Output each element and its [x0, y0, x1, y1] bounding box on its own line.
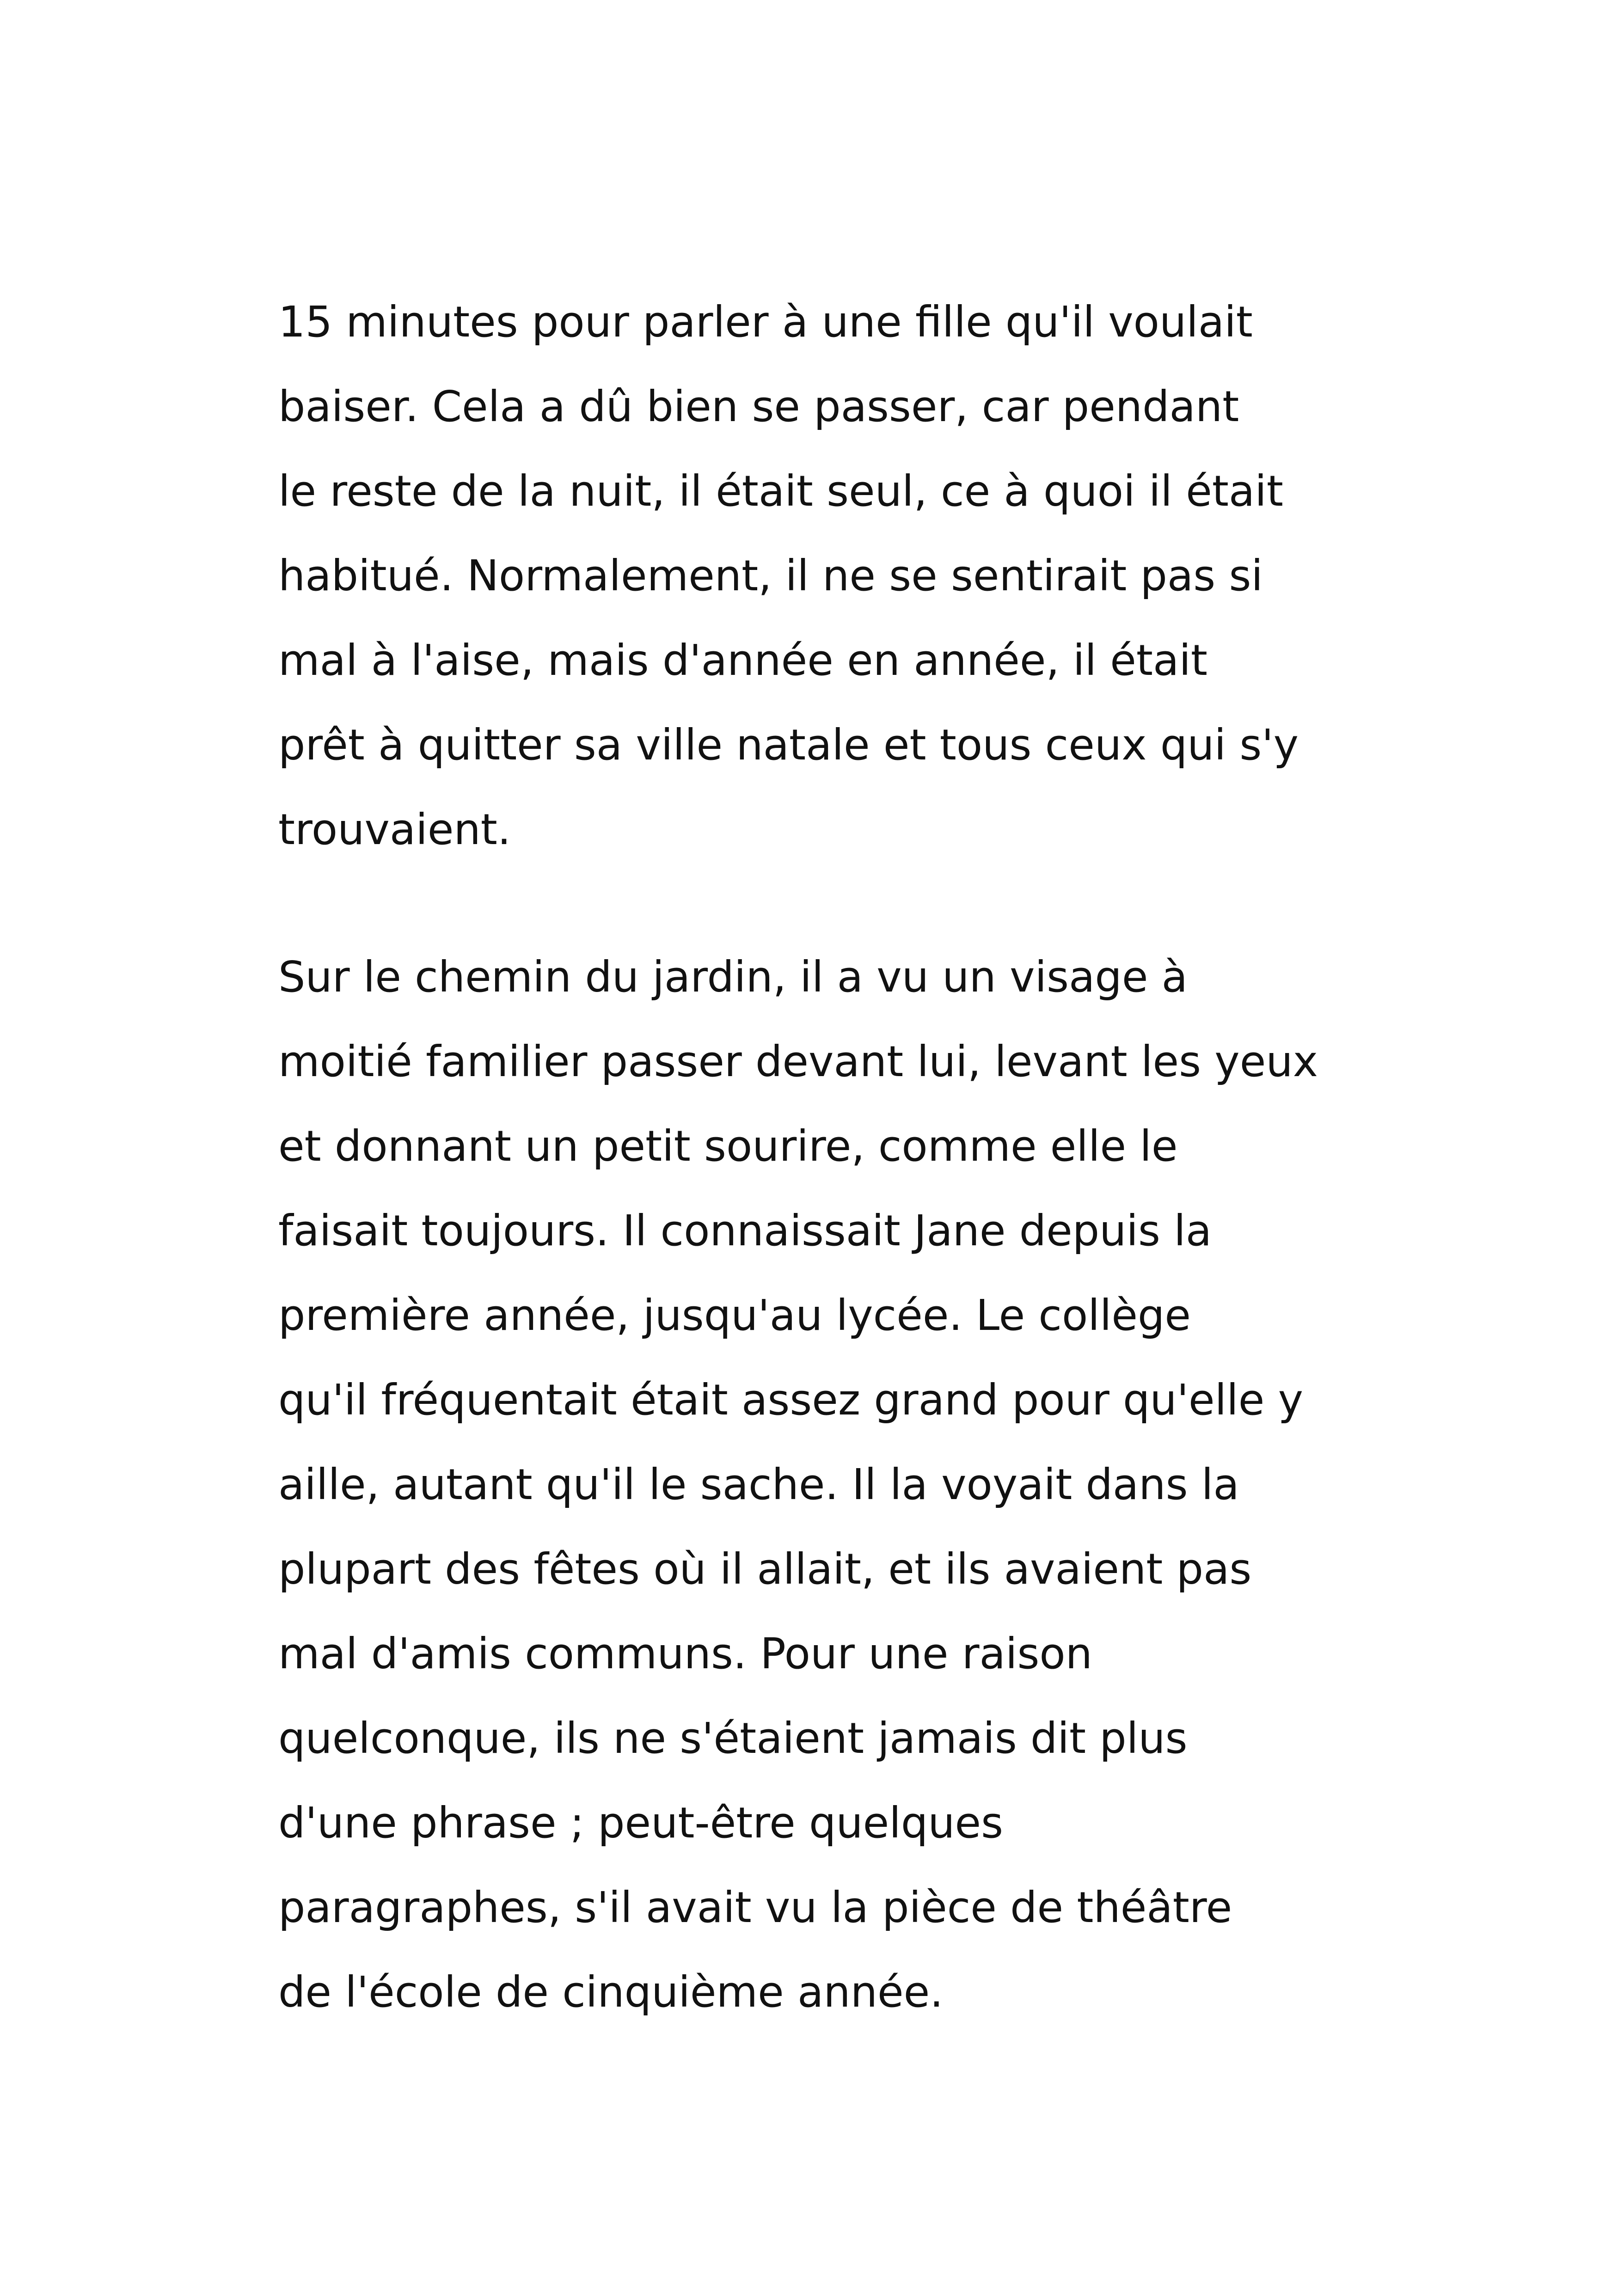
text-line: aille, autant qu'il le sache. Il la voyait dans la	[278, 1460, 1239, 1509]
text-line: d'une phrase ; peut-être quelques	[278, 1798, 1004, 1848]
paragraph-2	[278, 935, 1388, 2034]
paragraph-spacer	[278, 872, 1388, 935]
body-text	[278, 280, 1388, 2034]
text-line: habitué. Normalement, il ne se sentirait pas si	[278, 551, 1263, 600]
text-line: 15 minutes pour parler à une fille qu'il voulait	[278, 297, 1253, 347]
text-line: moitié familier passer devant lui, levant les yeux	[278, 1037, 1318, 1086]
text-line: de l'école de cinquième année.	[278, 1967, 944, 2017]
text-line: prêt à quitter sa ville natale et tous ceux qui s'y	[278, 720, 1299, 770]
text-line: mal d'amis communs. Pour une raison	[278, 1629, 1092, 1678]
text-line: faisait toujours. Il connaissait Jane depuis la	[278, 1206, 1212, 1255]
text-line: le reste de la nuit, il était seul, ce à quoi il était	[278, 466, 1283, 516]
text-line: quelconque, ils ne s'étaient jamais dit plus	[278, 1714, 1188, 1763]
text-line: baiser. Cela a dû bien se passer, car pendant	[278, 382, 1239, 431]
text-line: et donnant un petit sourire, comme elle le	[278, 1121, 1178, 1171]
text-line: première année, jusqu'au lycée. Le collège	[278, 1291, 1191, 1340]
paragraph-1	[278, 280, 1388, 872]
text-line: mal à l'aise, mais d'année en année, il était	[278, 636, 1207, 685]
text-line: Sur le chemin du jardin, il a vu un visage à	[278, 952, 1188, 1002]
text-line: paragraphes, s'il avait vu la pièce de théâtre	[278, 1883, 1232, 1932]
text-line: plupart des fêtes où il allait, et ils avaient pas	[278, 1544, 1252, 1594]
text-line: qu'il fréquentait était assez grand pour qu'elle y	[278, 1375, 1304, 1425]
text-line: trouvaient.	[278, 805, 511, 854]
